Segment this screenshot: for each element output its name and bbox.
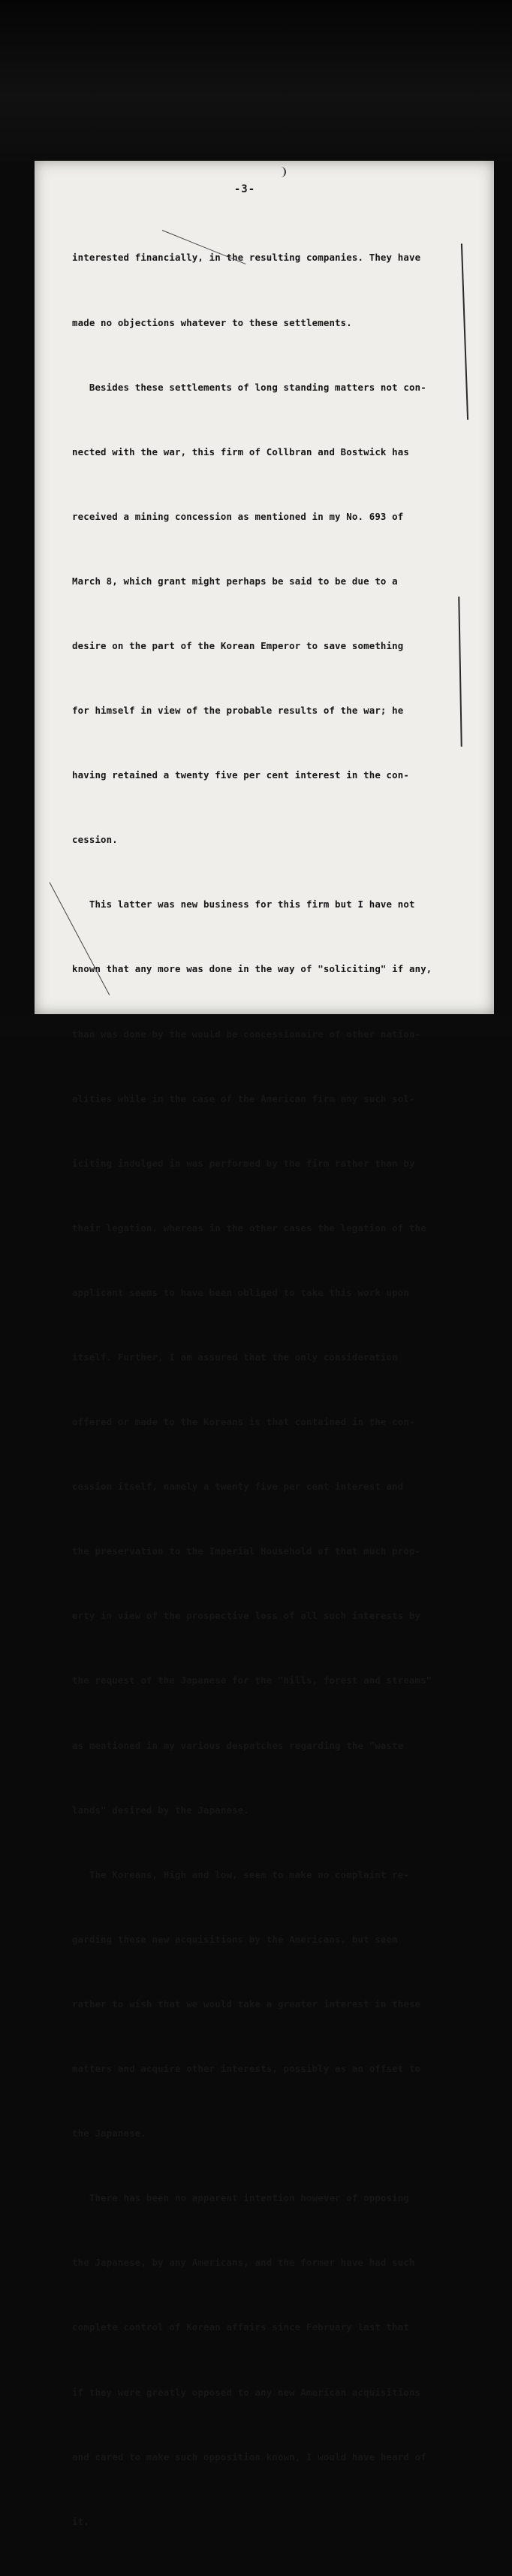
text-line: The Koreans, High and low, seem to make no complaint re- — [72, 1868, 409, 1880]
text-line: interested financially, in the resulting companies. They have — [72, 252, 421, 264]
text-line: having retained a twenty five per cent interest in the con- — [72, 769, 409, 781]
text-line: made no objections whatever to these settlements. — [72, 316, 352, 328]
body-text — [72, 204, 470, 2576]
text-line: desire on the part of the Korean Emperor to save something — [72, 639, 404, 651]
text-line: iciting indulged in was performed by the firm rather than by — [72, 1157, 415, 1169]
text-line: the preservation to the Imperial Household of that much prop- — [72, 1545, 421, 1557]
text-line: cession itself, namely a twenty five per cent interest and — [72, 1481, 404, 1493]
text-line: known that any more was done in the way of "soliciting" if any, — [72, 963, 432, 975]
text-line: itself. Further, I am assured that the only consideration — [72, 1351, 398, 1363]
text-line: rather to wish that we would take a greater interest in these — [72, 1998, 421, 2010]
text-line: This latter was new business for this firm but I have not — [72, 898, 415, 911]
text-line: as mentioned in my various despatches regarding the "waste — [72, 1739, 404, 1751]
text-line: offered or made to the Koreans is that contained in the con- — [72, 1416, 415, 1428]
page-number: -3- — [233, 183, 256, 195]
text-line: garding these new acquisitions by the Americans, but seem — [72, 1933, 398, 1945]
text-line: it. — [72, 2515, 89, 2527]
text-line: cession. — [72, 834, 118, 846]
text-line: the Japanese. — [72, 2128, 146, 2140]
text-line: March 8, which grant might perhaps be said to be due to a — [72, 575, 398, 587]
text-line: than was done by the would be concessionaire of other nation- — [72, 1028, 421, 1040]
text-line: the Japanese, by any Americans, and the former have had such — [72, 2257, 415, 2269]
text-line: if they were greatly opposed to any new American acquisitions — [72, 2386, 421, 2398]
text-line: erty in view of the prospective loss of all such interests by — [72, 1610, 421, 1622]
text-line: the request of the Japanese for the "hills, forest and streams" — [72, 1675, 432, 1687]
text-line: alities while in the case of the American firm any such sol- — [72, 1092, 415, 1104]
text-line: complete control of Korean affairs since February last that — [72, 2321, 409, 2333]
text-line: applicant seems to have been obliged to take this work upon — [72, 1286, 409, 1298]
text-line: Besides these settlements of long standing matters not con- — [72, 381, 426, 393]
pencil-mark — [279, 167, 286, 177]
text-line: matters and acquire other interests, possibly as an offset to — [72, 2063, 421, 2075]
text-line: and cared to make such opposition known, I would have heard of — [72, 2451, 426, 2463]
film-border-top — [0, 0, 512, 162]
document-page — [35, 161, 494, 2527]
text-line: their legation, whereas in the other cases the legation of the — [72, 1222, 426, 1234]
text-line: for himself in view of the probable results of the war; he — [72, 705, 404, 717]
text-line: lands" desired by the Japanese. — [72, 1804, 249, 1816]
text-line: received a mining concession as mentioned in my No. 693 of — [72, 510, 404, 522]
text-line: nected with the war, this firm of Collbran and Bostwick has — [72, 445, 409, 458]
text-line: There has been no apparent intention however of opposing — [72, 2192, 409, 2204]
